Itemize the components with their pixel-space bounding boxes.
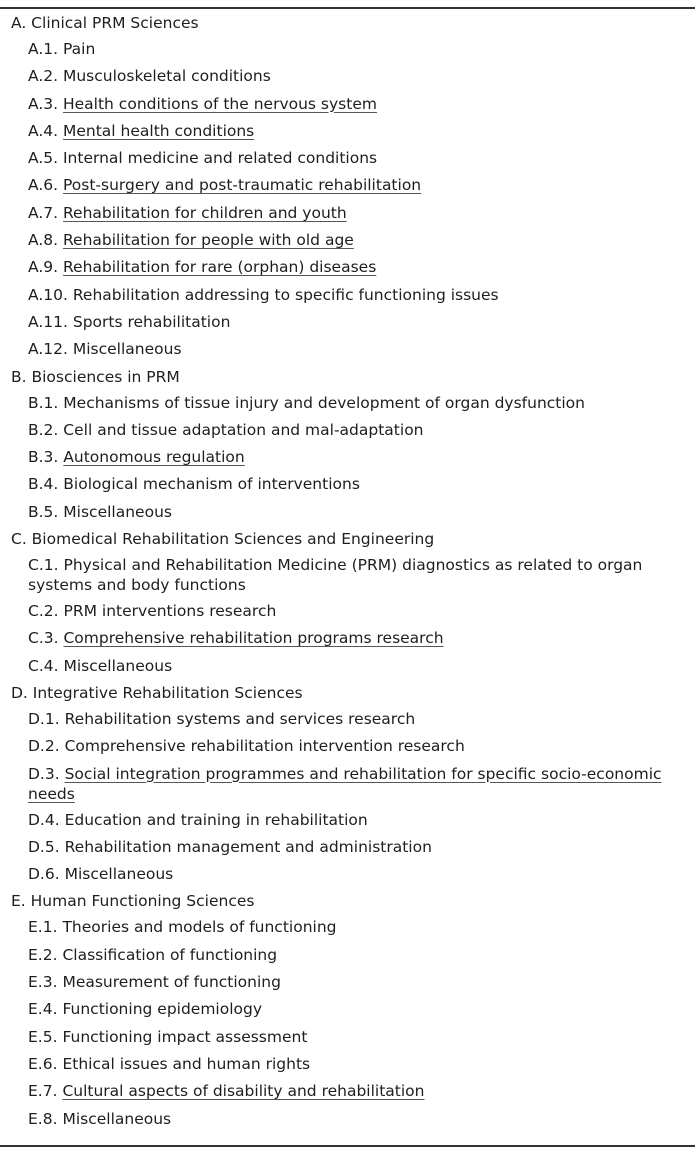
list-item (0, 601, 690, 628)
item-text: Rehabilitation management and administration (64, 837, 432, 856)
list-item (0, 810, 690, 837)
item-link[interactable]: Health conditions of the nervous system (62, 94, 377, 113)
item-text: Measurement of functioning (62, 973, 281, 992)
item-text: Rehabilitation addressing to specific functioning issues (72, 285, 499, 304)
item-number: C.1. (28, 556, 59, 575)
list-item[interactable] (0, 94, 690, 121)
bottom-rule (0, 1145, 695, 1147)
item-number: B.4. (28, 475, 59, 494)
item-number: E.3. (28, 973, 58, 992)
section-heading: C. Biomedical Rehabilitation Sciences and Engineering (11, 530, 435, 549)
item-text: Cell and tissue adaptation and mal-adaptation (63, 420, 424, 439)
list-item[interactable] (0, 230, 690, 257)
item-number: B.2. (28, 420, 59, 439)
item-number: C.2. (28, 602, 59, 621)
item-text: PRM interventions research (63, 602, 277, 621)
list-item[interactable] (0, 1081, 690, 1108)
item-text: Comprehensive rehabilitation intervention research (64, 737, 465, 756)
item-text: Pain (62, 40, 96, 58)
item-link[interactable]: Mental health conditions (62, 121, 255, 140)
section-heading: B. Biosciences in PRM (11, 367, 180, 386)
item-number: E.2. (28, 945, 58, 964)
item-number: A.10. (28, 285, 68, 304)
item-link[interactable]: Rehabilitation for people with old age (62, 231, 354, 250)
list-item (0, 66, 690, 93)
item-number: C.4. (28, 656, 59, 675)
item-text: Functioning epidemiology (62, 1000, 263, 1019)
item-text: Theories and models of functioning (62, 918, 337, 937)
item-text: Miscellaneous (72, 340, 182, 359)
list-item (0, 555, 690, 601)
list-item[interactable] (0, 447, 690, 474)
item-number: A.1. (28, 40, 59, 58)
list-item (0, 656, 690, 683)
list-item (0, 148, 690, 175)
item-text: Miscellaneous (62, 1109, 172, 1128)
list-item (0, 1027, 690, 1054)
list-item (0, 1054, 690, 1081)
item-link[interactable]: Comprehensive rehabilitation programs research (63, 629, 444, 648)
item-text: Miscellaneous (63, 502, 172, 521)
item-link[interactable]: Cultural aspects of disability and rehabilitation (62, 1082, 425, 1101)
list-item (0, 917, 690, 944)
list-item[interactable] (0, 764, 690, 810)
item-number: A.3. (28, 94, 59, 113)
item-link[interactable]: Autonomous regulation (63, 448, 245, 467)
item-text: Mechanisms of tissue injury and development of organ dysfunction (63, 393, 585, 412)
list-item (0, 972, 690, 999)
list-item (0, 709, 690, 736)
item-text: Miscellaneous (64, 865, 174, 884)
item-number: B.1. (28, 393, 59, 412)
item-number: E.7. (28, 1082, 58, 1101)
section-heading: D. Integrative Rehabilitation Sciences (11, 683, 303, 702)
item-number: E.4. (28, 1000, 58, 1019)
list-item[interactable] (0, 203, 690, 230)
section-heading: E. Human Functioning Sciences (11, 892, 255, 911)
list-item (0, 864, 690, 891)
list-item (0, 393, 690, 420)
item-text: Internal medicine and related conditions (62, 149, 378, 168)
item-link[interactable]: Rehabilitation for children and youth (62, 203, 347, 222)
list-item (0, 1109, 690, 1136)
item-text: Classification of functioning (62, 945, 278, 964)
list-item (0, 39, 690, 66)
item-text: Ethical issues and human rights (62, 1054, 311, 1073)
item-number: A.11. (28, 312, 68, 331)
item-number: A.6. (28, 176, 59, 195)
section-heading: A. Clinical PRM Sciences (11, 14, 199, 32)
item-number: D.2. (28, 737, 60, 756)
item-number: D.6. (28, 865, 60, 884)
item-text: Sports rehabilitation (72, 312, 231, 331)
item-number: A.5. (28, 149, 59, 168)
list-item[interactable] (0, 175, 690, 202)
item-number: A.2. (28, 67, 59, 86)
list-item (0, 312, 690, 339)
list-item (0, 474, 690, 501)
category-list (0, 13, 690, 1136)
item-number: E.8. (28, 1109, 58, 1128)
item-number: A.8. (28, 231, 59, 250)
list-item[interactable] (0, 628, 690, 655)
item-number: D.1. (28, 709, 60, 728)
item-number: D.4. (28, 810, 60, 829)
top-rule (0, 7, 695, 9)
list-item (0, 945, 690, 972)
list-item (0, 736, 690, 763)
item-number: E.6. (28, 1054, 58, 1073)
item-number: B.3. (28, 448, 59, 467)
item-text: Biological mechanism of interventions (63, 475, 360, 494)
list-item (0, 285, 690, 312)
item-link[interactable]: Social integration programmes and rehabilitation for specific socio-economic needs (28, 764, 662, 803)
item-number: A.12. (28, 340, 68, 359)
item-text: Miscellaneous (63, 656, 173, 675)
list-item (0, 999, 690, 1026)
item-text: Musculoskeletal conditions (62, 67, 271, 86)
item-number: D.3. (28, 764, 60, 783)
item-number: A.7. (28, 203, 59, 222)
item-text: Physical and Rehabilitation Medicine (PRM) diagnostics as related to organ systems and body functions (28, 556, 643, 595)
item-link[interactable]: Rehabilitation for rare (orphan) diseases (62, 258, 377, 277)
item-text: Functioning impact assessment (62, 1027, 308, 1046)
item-number: C.3. (28, 629, 59, 648)
list-item (0, 502, 690, 529)
item-number: E.5. (28, 1027, 58, 1046)
item-number: B.5. (28, 502, 59, 521)
item-link[interactable]: Post-surgery and post-traumatic rehabilitation (62, 176, 422, 195)
item-text: Rehabilitation systems and services research (64, 709, 416, 728)
item-text: Education and training in rehabilitation (64, 810, 368, 829)
item-number: A.9. (28, 258, 59, 277)
list-item (0, 837, 690, 864)
item-number: A.4. (28, 121, 59, 140)
item-number: E.1. (28, 918, 58, 937)
list-item[interactable] (0, 257, 690, 284)
item-number: D.5. (28, 837, 60, 856)
list-item (0, 339, 690, 366)
list-item[interactable] (0, 121, 690, 148)
list-item (0, 420, 690, 447)
